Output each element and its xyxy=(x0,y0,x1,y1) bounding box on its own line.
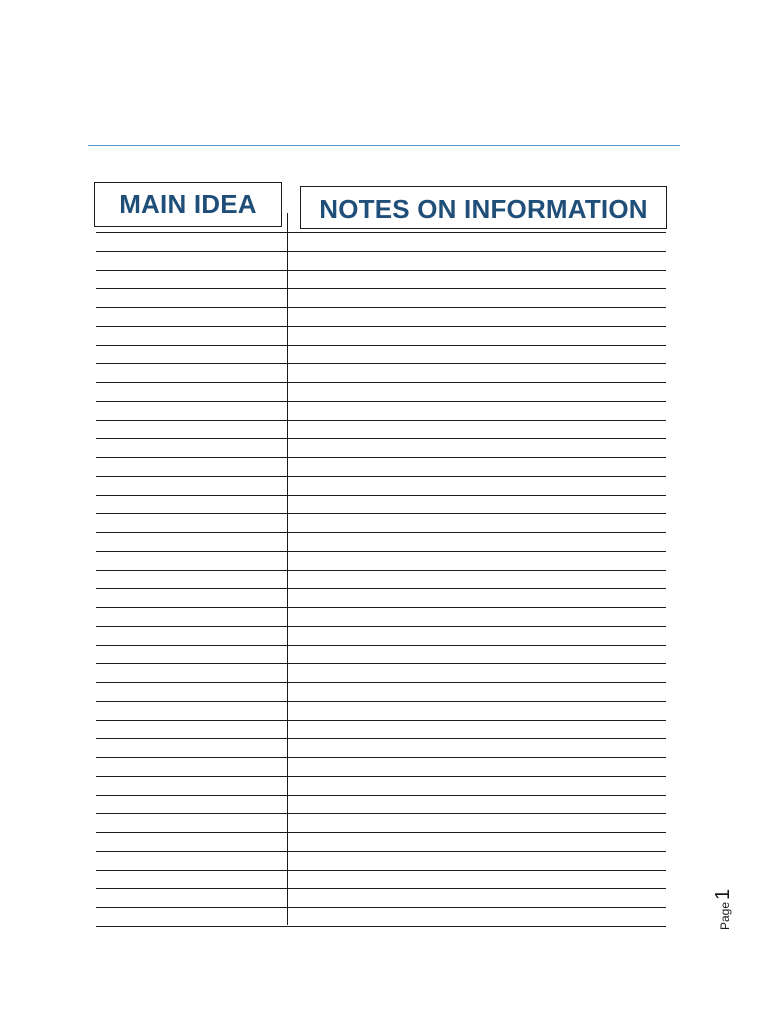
ruled-line xyxy=(96,682,666,683)
ruled-line xyxy=(96,757,666,758)
ruled-line xyxy=(96,551,666,552)
ruled-line xyxy=(96,438,666,439)
ruled-line xyxy=(96,851,666,852)
ruled-line xyxy=(96,776,666,777)
ruled-line xyxy=(96,870,666,871)
ruled-line xyxy=(96,382,666,383)
ruled-line xyxy=(96,795,666,796)
ruled-line xyxy=(96,251,666,252)
ruled-line xyxy=(96,363,666,364)
notes-heading-text: NOTES ON INFORMATION xyxy=(319,194,648,224)
ruled-line xyxy=(96,307,666,308)
ruled-line xyxy=(96,813,666,814)
ruled-line xyxy=(96,720,666,721)
ruled-line xyxy=(96,645,666,646)
ruled-line xyxy=(96,420,666,421)
ruled-line xyxy=(96,588,666,589)
ruled-line xyxy=(96,532,666,533)
ruled-line xyxy=(96,738,666,739)
ruled-line xyxy=(96,270,666,271)
header-rule xyxy=(88,145,680,146)
notes-heading xyxy=(300,186,667,229)
ruled-line xyxy=(96,513,666,514)
ruled-line xyxy=(96,907,666,908)
ruled-line xyxy=(96,345,666,346)
ruled-line xyxy=(96,232,666,233)
ruled-line xyxy=(96,401,666,402)
page-footer xyxy=(712,878,742,930)
ruled-line xyxy=(96,607,666,608)
page-number: 1 xyxy=(712,888,734,900)
ruled-line xyxy=(96,888,666,889)
ruled-line xyxy=(96,626,666,627)
ruled-line xyxy=(96,701,666,702)
ruled-line xyxy=(96,926,666,927)
main-idea-heading xyxy=(94,182,282,227)
ruled-line xyxy=(96,288,666,289)
column-divider xyxy=(287,213,288,925)
ruled-line xyxy=(96,570,666,571)
ruled-line xyxy=(96,832,666,833)
page-label: Page xyxy=(718,901,732,930)
ruled-line xyxy=(96,663,666,664)
ruled-line xyxy=(96,495,666,496)
ruled-line xyxy=(96,457,666,458)
ruled-line xyxy=(96,326,666,327)
ruled-line xyxy=(96,476,666,477)
main-idea-heading-text: MAIN IDEA xyxy=(119,189,257,219)
